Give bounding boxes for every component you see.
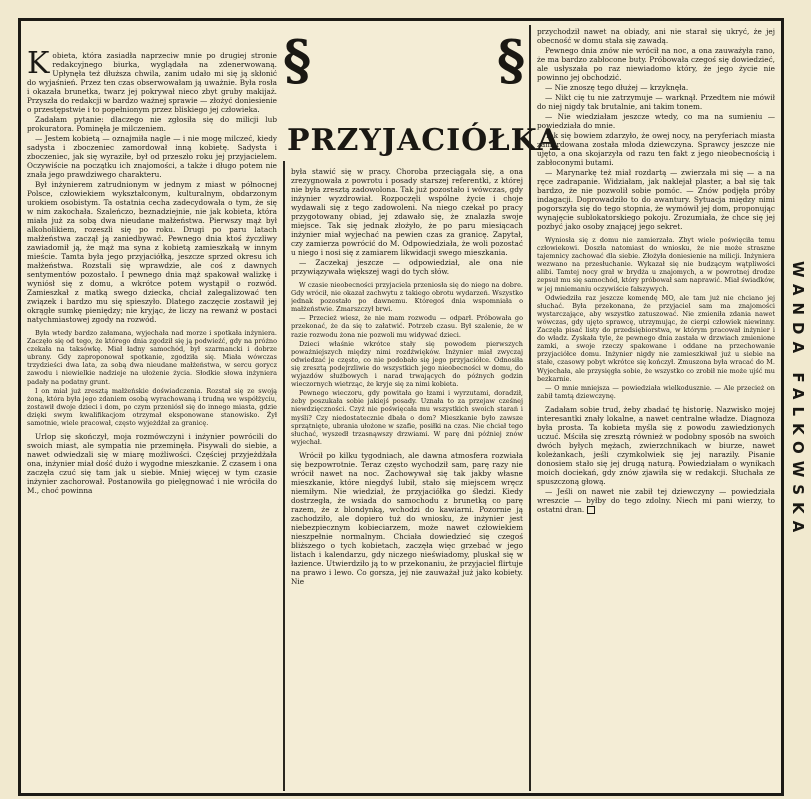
- story-paragraph-small: W czasie nieobecności przyjaciela przeniosła się do niego na dobre. Gdy wrócił, nie okazał zachwytu z takiego obrotu wydarzeń. Wszystko jednak pozostało po dawnemu. Któregoś dnia wspomniała o małżeństwie. Zmarszczył brwi.: [291, 281, 523, 314]
- story-paragraph-small: Odwiedziła raz jeszcze komendę MO, ale tam już nie chciano jej słuchać. Była przekonana, że przyjaciel sam ma znajomości wystarczające, aby wszystko zatuszować. Nie zmieniła zdania nawet wówczas, gdy ujęto sprawcę, utrzymując, że cierpi człowiek niewinny. Zaczęła pisać listy do przedsiębiorstwa, w którym pracował inżynier i do władz. Zyskała tyle, że pewnego dnia zastała w drzwiach zmienione zamki, a swoje rzeczy spakowane i oddane na przechowanie przyjaciółce domu. Inżynier nigdy nie zamieszkiwał już u siebie na stałe, czasowy pobyt wkrótce się kończył. Zmuszona była wracać do M. Wyjechała, ale przysięgła sobie, że wszystko co zrobił nie może ujść mu bezkarnie.: [537, 293, 775, 383]
- story-paragraph-small: Wyniosła się z domu nie zamierzała. Zbyt wiele poświęciła temu człowiekowi. Doszła natomiast do wniosku, że nie może straszne tajemnicy zachować dla siebie. Złożyła doniesienie na milicji. Inżyniera wezwano na przesłuchanie. Wykazał się nie budzącym wątpliwości alibi. Tamtej nocy grał w brydża u znajomych, a w powrotnej drodze zepsuł mu się samochód, który próbował sam naprawić. Miał świadków, w jej mniemaniu oczywiście fałszywych.: [537, 236, 775, 293]
- author-name: WANDA FALKOWSKA: [789, 260, 807, 540]
- story-final-paragraph: — Jeśli on nawet nie zabił tej dziewczyny — powiedziała wreszcie — byłby do tego zdolny. Niech mi pani wierzy, to ostatni dran.: [537, 486, 775, 514]
- story-paragraph: — Jestem kobietą — oznajmiła nagle — i nie mogę milczeć, kiedy sadysta i zboczeniec zamordował inną kobietę. Sadysta i zboczeniec, jak się wyraziłe, był od przeszło roku jej przyjacielem. Oczywiście na początku ich znajomości, a także i długo potem nie znała jego prawdziwego charakteru.: [27, 134, 277, 179]
- story-opening-paragraph: Kobieta, która zasiadła naprzeciw mnie po drugiej stronie redakcyjnego biurka, wyglądała na zdenerwowaną. Upłynęła też dłuższa chwila, zanim udało mi się ją skłonić do wyjaśnień. Przez ten czas obserwowałam ją uważnie. Była rosła i okazała brunetka, twarz jej pokrywał nieco zbyt gruby makijaż. Przyszła do redakcji w bardzo ważnej sprawie — złożyć doniesienie o przestępstwie i to popełnionym przez bliskiego jej człowieka.: [27, 51, 277, 114]
- story-paragraph-small: — O mnie mniejsza — powiedziała wielkodusznie. — Ale przecież on zabił tamtą dziewczynę.: [537, 383, 775, 400]
- section-sign-left: §: [283, 28, 312, 92]
- title-box: [287, 117, 561, 165]
- story-paragraph: — Marynarkę też miał rozdartą — zwierzała mi się — a na ręce zadrapanie. Widziałam, jak naklejał plaster, a bał się tak bardzo, że nie pozwolił sobie pomóc. — Znów podjęła próby indagacji. Doprowadziło to do awantury. Sytuacja między nimi pogorszyła się do tego stopnia, że wymówił jej dom, proponując wynajęcie sublokatorskiego pokoju. Zrozumiała, że chce się jej pozbyć jako osoby znającej jego sekret.: [537, 168, 775, 231]
- story-paragraph-small: Była wtedy bardzo załamana, wyjechała nad morze i spotkała inżyniera. Zaczęło się od tego, że którego dnia zgodził się ją podwieźć, gdy na próżno czekała na taksówkę. Miał ładny samochód, był szarmancki i dobrze ubrany. Gdy zaproponował spotkanie, zgodziła się. Miała wówczas trzydzieści dwa lata, za sobą dwa nieudane małżeństwa, w sercu gorycz zawodu i niewielkie nadzieje na ułożenie życia. Słodkie słowa inżyniera padały na podatny grunt.: [27, 329, 277, 386]
- story-paragraph: Wrócił po kilku tygodniach, ale dawna atmosfera rozwiała się bezpowrotnie. Teraz często wychodził sam, parę razy nie wrócił nawet na noc. Zachowywał się tak jakby własne mieszkanie, które niegdyś lubił, stało się miejscem wręcz niemiłym. Nie wiedział, że przyjaciółka go śledzi. Kiedy dostrzegła, że wsiada do samochodu z brunetką co parę razem, że z blondynką, wchodzi do kawiarni. Pozornie ją zachodziło, ale dopiero tuż do wniosku, że inżynier jest niebezpiecznym kobieciarzem, może nawet człowiekiem nieszpełnie normalnym. Chciała dowiedzieć się czegoś bliższego o tych kobietach, zaczęła więc grzebać w jego listach i kalendarzu, gdy niczego nieświadomy, pluskał się w łazience. Utwierdziło ją to w przekonaniu, że przyjaciel flirtuje na prawo i lewo. Co gorsza, jej nie zauważał już jako kobiety. Nie: [291, 450, 523, 586]
- author-vertical: [788, 190, 808, 610]
- story-paragraph: przychodził nawet na obiady, ani nie starał się ukryć, że jej obecność w domu stała się zawadą.: [537, 27, 775, 45]
- story-paragraph-small: I on miał już zresztą małżeńskie doświadczenia. Rozstał się ze swoją żoną, która była jego zdaniem osobą wyrachowaną i trudną we współżyciu, zostawił dwoje dzieci i dom, po czym przeniósł się do innego miasta, gdzie dzięki swym kwalifikacjom otrzymał eksponowane stanowisko. Żył samotnie, wiele pracował, często wyjeżdżał za granicę.: [27, 386, 277, 428]
- story-paragraph-small: Dzieci właśnie wkrótce stały się powodem pierwszych poważniejszych między nimi rozdźwięków. Inżynier miał zwyczaj odwiedzać je często, co nie podobało się jego przyjaciółce. Odnosiła się zresztą podejrzliwie do wszystkich jego nieobecności w domu, do wyjazdów służbowych i narad trwających do późnych godzin wieczornych wietrząc, że kryje się za nimi kobieta.: [291, 339, 523, 389]
- story-paragraph: Tak się bowiem zdarzyło, że owej nocy, na peryferiach miasta zamordowana została młoda dziewczyna. Sprawcy jeszcze nie ujęto, a ona skojarzyła od razu ten fakt z jego nieobecnością i zabłoconymi butami.: [537, 131, 775, 167]
- story-paragraph: — Nie znoszę tego dłużej — krzyknęła.: [545, 83, 689, 92]
- story-paragraph: Był inżynierem zatrudnionym w jednym z miast w północnej Polsce, człowiekiem wykształconym, kulturalnym, obdarzonym urokiem osobistym. Ta ostatnia cecha zadecydowała o tym, że się w nim zakochała. Szaleńczo, beznadziejnie, nie jak kobieta, która miała już za sobą dwa nieudane małżeństwa. Pierwszy mąż był alkoholikiem, rozeszli się po roku. Drugi po paru latach małżeństwa zaczął ją zaniedbywać. Pewnego dnia ktoś życzliwy zawiadomił ją, że mąż ma syna z kobietą zamieszkałą w innym mieście. Tamta była jego przyjaciółką, jeszcze sprzed okresu ich małżeństwa. Rozstali się wprawdzie, ale coś z dawnych sentymentów pozostało. I pewnego dnia mąż spakował walizkę i wyniósł się z domu, a wkrótce potem wystąpił o rozwód. Zamieszkał z matką swego dziecka, chciał zalegalizować ten związek i bardzo mu się spieszyło. Dlatego zaczęcie zostawił jej okrągłe sumkę pieniędzy; nie kryjąc, że liczy na rewanż w postaci natychmiastowej zgody na rozwód.: [27, 180, 277, 324]
- column-1: [27, 51, 277, 787]
- story-paragraph: — Nikt cię tu nie zatrzymuje — warknął. Przedtem nie mówił do niej nigdy tak brutalnie, ani takim tonem.: [537, 93, 775, 111]
- story-paragraph-small: Pewnego wieczoru, gdy powitała go łzami i wyrzutami, doradził, żeby poszukała sobie jakiejś posady. Uznała to za przejaw cześnej niewdzięczności. Czyż nie poświęcała mu wszystkich swoich starań i myśli? Czy niedostatecznie dbała o dom? Mieszkanie było zawsze sprzątnięte, ubrania ułożone w szafie, posiłki na czas. Nie chciał tego słuchać, wyszedł trzasnąwszy drzwiami. W parę dni później znów wyjechał.: [291, 389, 523, 446]
- section-sign-right: §: [497, 28, 526, 92]
- drop-cap: K: [27, 51, 50, 81]
- story-paragraph: Zadałam pytanie: dlaczego nie zgłosiła się do milicji lub prokuratora. Pominęła je milczeniem.: [27, 115, 277, 133]
- story-frame: [18, 18, 784, 796]
- story-title: PRZYJACIÓŁKA: [287, 123, 561, 158]
- story-paragraph: — Zaczekaj jeszcze — odpowiedział, ale ona nie przywiązywała większej wagi do tych słów.: [291, 258, 523, 276]
- story-paragraph: Zadałam sobie trud, żeby zbadać tę historię. Nazwisko mojej interesantki znały lokalne, a nawet centralne władze. Diagnoza była prosta. Ta kobieta myśla się z powodu zawiedzionych uczuć. Mściła się zresztą również w podobny sposób na swoich dwóch byłych mężach, zwierzchnikach w biurze, nawet koleżankach, jeśli czymkolwiek się jej narazily. Pisanie donosiem stało się jej drugą naturą. Powiedziałam o wynikach moich dociekań, gdy znów zjawiła się w redakcji. Słuchała ze spuszczoną głową.: [537, 404, 775, 486]
- column-2: [291, 167, 523, 789]
- column-rule-left: [283, 161, 285, 791]
- story-paragraph: Pewnego dnia znów nie wrócił na noc, a ona zauważyła rano, że ma bardzo zabłocone buty. Próbowała czegoś się dowiedzieć, ale usłyszała po raz niewiadomo który, że jego życie nie powinno jej obchodzić.: [537, 46, 775, 82]
- column-3: [537, 27, 775, 789]
- story-paragraph: — Nie wiedziałam jeszcze wtedy, co ma na sumieniu — powiedziała do mnie.: [537, 112, 775, 130]
- end-mark-icon: [587, 506, 595, 514]
- story-paragraph: Urlop się skończył, moja rozmówczyni i inżynier powrócili do swoich miast, ale sympatia nie przeminęła. Pisywali do siebie, a nawet odwiedzali się w miarę możliwości. Częściej przyjeżdżała ona, inżynier miał dość dużo i wygodne mieszkanie. Z czasem i ona zaczęła czuć się tam jak u siebie. Mniej więcej w tym czasie inżynier zachorował. Postanowiła go pielęgnować i nie wróciła do M., choć powinna: [27, 432, 277, 496]
- story-paragraph-small: — Przecież wiesz, że nie mam rozwodu — odparł. Próbowała go przekonać, że da się to załatwić. Potrzeb czasu. Był szalenie, że w razie rozwodu żona nie pozwoli mu widywać dzieci.: [291, 314, 523, 339]
- story-paragraph: była stawić się w pracy. Choroba przeciągała się, a ona zrezygnowała z powrotu i posady starszej referentki, z której nie była zresztą zadowolona. Tak już pozostało i wówczas, gdy inżynier wyzdrowiał. Rozpoczęli wspólne życie i choje wydawali się z tego zadowoleni. Na niego czekał po pracy przygotowany obiad, jej zdawało się, że znalazła swoje miejsce. Tak się jednak złożyło, że po paru miesiącach inżynier miał wyjechać na pewien czas za granicę. Zapytał, czy zamierza powrócić do M. Odpowiedziała, że woli pozostać u niego i nosi się z zamiarem likwidacji swego mieszkania.: [291, 167, 523, 257]
